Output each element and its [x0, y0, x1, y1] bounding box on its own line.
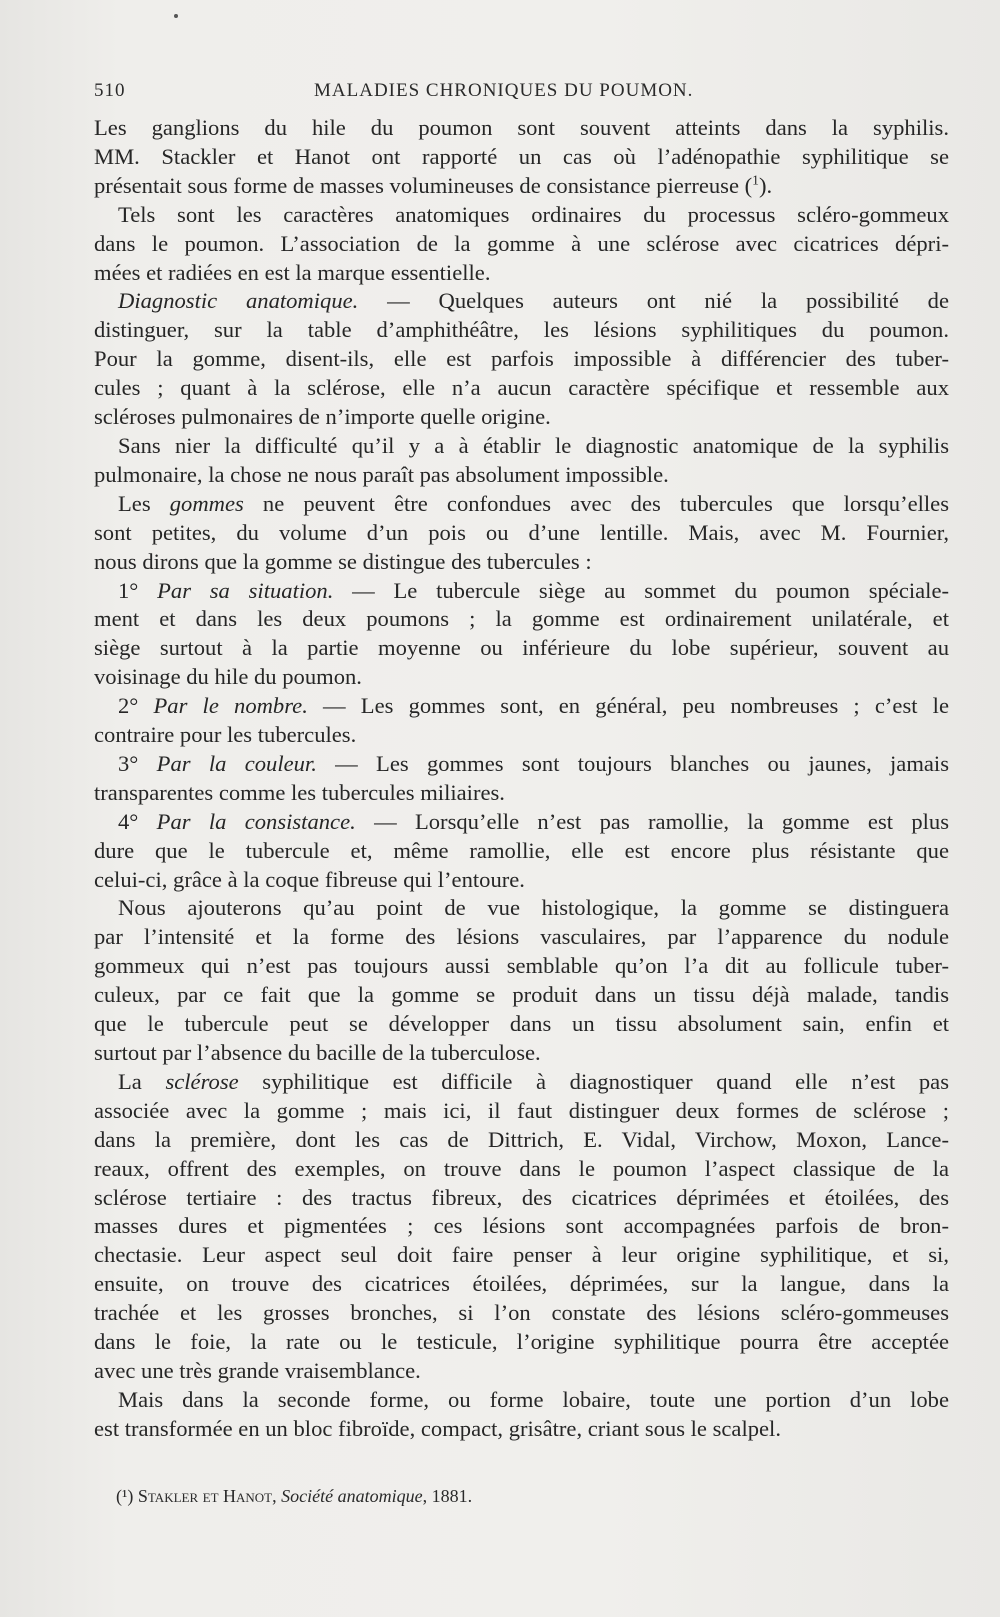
text-line: chectasie. Leur aspect seul doit faire penser à leur origine syphilitique, et si, — [94, 1242, 949, 1268]
text-line: masses dures et pigmentées ; ces lésions sont accompagnées parfois de bron- — [94, 1213, 949, 1239]
text-line: Tels sont les caractères anatomiques ordinaires du processus scléro-gommeux — [118, 201, 949, 227]
text-line — [94, 1068, 949, 1097]
text-line: nous dirons que la gomme se distingue des tubercules : — [94, 548, 592, 574]
italic-term: Par la couleur. — [156, 750, 317, 776]
text-line: dans le foie, la rate ou le testicule, l’origine syphilitique pourra être acceptée — [94, 1329, 949, 1355]
text-line: dans la première, dont les cas de Dittrich, E. Vidal, Virchow, Moxon, Lance- — [94, 1126, 949, 1152]
text-line: voisinage du hile du poumon. — [94, 664, 362, 690]
page-header — [94, 80, 954, 106]
text-line — [94, 577, 949, 606]
text-line: Pour la gomme, disent-ils, elle est parfois impossible à différencier des tuber- — [94, 346, 949, 372]
text-segment: présentait sous forme de masses volumineuses de consistance pierreuse ( — [94, 172, 753, 198]
page-number: 510 — [94, 80, 126, 101]
footnote-ref: 1 — [752, 172, 759, 188]
footnote-authors: Stakler et Hanot, — [137, 1486, 277, 1506]
text-line: pulmonaire, la chose ne nous paraît pas absolument impossible. — [94, 461, 669, 487]
text-line: cules ; quant à la sclérose, elle n’a aucun caractère spécifique et ressemble aux — [94, 375, 949, 401]
text-line: sont petites, du volume d’un pois ou d’une lentille. Mais, avec M. Fournier, — [94, 519, 949, 545]
list-number: 3° — [118, 750, 157, 776]
footnote-year: , 1881. — [422, 1486, 473, 1506]
text-segment: — Les gommes sont, en général, peu nombreuses ; c’est le — [307, 693, 949, 719]
text-line: Mais dans la seconde forme, ou forme lobaire, toute une portion d’un lobe — [118, 1386, 949, 1412]
text-line: par l’intensité et la forme des lésions vasculaires, par l’apparence du nodule — [94, 924, 949, 950]
text-line: ment et dans les deux poumons ; la gomme est ordinairement unilatérale, et — [94, 606, 949, 632]
section-heading: Diagnostic anatomique. — [118, 288, 359, 314]
list-number: 1° — [118, 577, 158, 603]
text-line: Nous ajouterons qu’au point de vue histologique, la gomme se distinguera — [118, 895, 949, 921]
text-line: dans le poumon. L’association de la gomme à une sclérose avec cicatrices dépri- — [94, 230, 949, 256]
text-line — [94, 490, 949, 519]
italic-term: gommes — [169, 490, 244, 516]
footnote-marker: (¹) — [116, 1486, 134, 1506]
list-number: 2° — [118, 693, 154, 719]
running-title: MALADIES CHRONIQUES DU POUMON. — [314, 80, 694, 101]
body-text — [94, 114, 949, 1444]
text-line — [94, 287, 949, 316]
text-line: MM. Stackler et Hanot ont rapporté un cas où l’adénopathie syphilitique se — [94, 143, 949, 169]
text-line: distinguer, sur la table d’amphithéâtre, les lésions syphilitiques du poumon. — [94, 317, 949, 343]
text-line: surtout par l’absence du bacille de la tuberculose. — [94, 1040, 541, 1065]
text-line — [94, 172, 949, 201]
text-segment: La — [118, 1068, 166, 1094]
text-segment: Les — [118, 490, 170, 516]
italic-term: sclérose — [165, 1068, 239, 1094]
text-line: trachée et les grosses bronches, si l’on constate des lésions scléro-gommeuses — [94, 1300, 949, 1326]
text-line — [94, 692, 949, 721]
text-line: scléroses pulmonaires de n’importe quelle origine. — [94, 404, 551, 430]
text-line: reaux, offrent des exemples, on trouve dans le poumon l’aspect classique de la — [94, 1155, 949, 1181]
text-segment: syphilitique est difficile à diagnostiquer quand elle n’est pas — [238, 1068, 949, 1094]
list-number: 4° — [118, 808, 157, 834]
text-segment: — Le tubercule siège au sommet du poumon spéciale- — [333, 577, 950, 603]
text-segment: — Quelques auteurs ont nié la possibilité de — [358, 288, 949, 314]
text-line: gommeux qui n’est pas toujours aussi semblable qu’on l’a dit au follicule tuber- — [94, 953, 949, 979]
text-line: transparentes comme les tubercules miliaires. — [94, 779, 505, 805]
text-segment: — Lorsqu’elle n’est pas ramollie, la gomme est plus — [355, 808, 949, 834]
text-line: celui-ci, grâce à la coque fibreuse qui l’entoure. — [94, 866, 525, 892]
text-line: siège surtout à la partie moyenne ou inférieure du lobe supérieur, souvent au — [94, 635, 949, 661]
text-line: culeux, par ce fait que la gomme se produit dans un tissu déjà malade, tandis — [94, 982, 949, 1008]
text-line: sclérose tertiaire : des tractus fibreux, des cicatrices déprimées et étoilées, des — [94, 1184, 949, 1210]
ink-speck — [174, 14, 178, 18]
italic-term: Par sa situation. — [157, 577, 334, 603]
text-line: est transformée en un bloc fibroïde, compact, grisâtre, criant sous le scalpel. — [94, 1415, 781, 1441]
text-segment: — Les gommes sont toujours blanches ou jaunes, jamais — [316, 750, 949, 776]
text-line — [94, 808, 949, 837]
italic-term: Par le nombre. — [153, 693, 308, 719]
footnote — [116, 1486, 936, 1507]
footnote-source: Société anatomique — [281, 1486, 423, 1506]
text-segment: ne peuvent être confondues avec des tubercules que lorsqu’elles — [243, 490, 949, 516]
text-line: mées et radiées en est la marque essentielle. — [94, 259, 491, 285]
text-segment: ). — [758, 172, 773, 198]
text-line: associée avec la gomme ; mais ici, il faut distinguer deux formes de sclérose ; — [94, 1097, 949, 1123]
text-line — [94, 750, 949, 779]
text-line: que le tubercule peut se développer dans un tissu absolument sain, enfin et — [94, 1011, 949, 1037]
text-line: ensuite, on trouve des cicatrices étoilées, déprimées, sur la langue, dans la — [94, 1271, 949, 1297]
text-line: Les ganglions du hile du poumon sont souvent atteints dans la syphilis. — [94, 115, 949, 140]
text-line: dure que le tubercule et, même ramollie, elle est encore plus résistante que — [94, 837, 949, 863]
italic-term: Par la consistance. — [156, 808, 356, 834]
text-line: Sans nier la difficulté qu’il y a à établir le diagnostic anatomique de la syphilis — [118, 432, 949, 458]
text-line: contraire pour les tubercules. — [94, 722, 357, 748]
text-line: avec une très grande vraisemblance. — [94, 1357, 421, 1383]
